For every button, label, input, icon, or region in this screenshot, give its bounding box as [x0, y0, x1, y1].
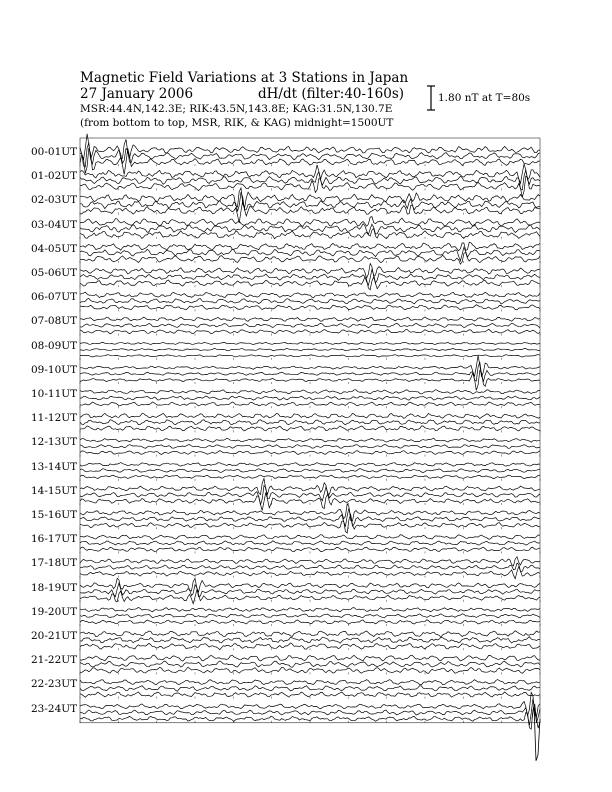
minute-ticks [80, 382, 540, 384]
trace-msr [80, 620, 540, 624]
trace-kag [80, 390, 540, 394]
hour-label: 02-03UT [31, 194, 78, 207]
trace-msr [80, 493, 540, 511]
hour-label: 07-08UT [31, 315, 78, 328]
minute-ticks [80, 455, 540, 457]
trace-kag [80, 342, 540, 344]
hour-label: 10-11UT [31, 388, 78, 400]
trace-kag [80, 557, 540, 566]
trace-msr [80, 200, 540, 223]
hour-label: 17-18UT [31, 557, 78, 570]
minute-ticks [80, 551, 540, 553]
trace-rik [80, 583, 540, 597]
trace-msr [80, 355, 540, 357]
trace-msr [80, 371, 540, 391]
trace-rik [80, 661, 540, 668]
minute-ticks [80, 648, 540, 650]
minute-ticks [80, 285, 540, 287]
trace-rik [80, 563, 540, 571]
minute-ticks [80, 576, 540, 578]
trace-msr [80, 148, 540, 174]
trace-rik [80, 541, 540, 545]
trace-rik [80, 469, 540, 473]
chart-filter: dH/dt (filter:40-160s) [258, 86, 405, 102]
hour-label: 04-05UT [31, 242, 78, 255]
hour-label: 22-23UT [31, 678, 78, 691]
trace-kag [80, 631, 540, 637]
trace-rik [80, 686, 540, 692]
hour-label: 05-06UT [31, 267, 78, 279]
station-order-note: (from bottom to top, MSR, RIK, & KAG) midnight=1500UT [80, 117, 394, 129]
hour-label: 21-22UT [31, 654, 78, 667]
hour-label: 19-20UT [31, 605, 78, 618]
minute-ticks [80, 624, 540, 626]
minute-ticks [80, 600, 540, 602]
minute-ticks [80, 309, 540, 311]
trace-rik [80, 143, 540, 167]
trace-msr [80, 515, 540, 533]
minute-ticks [80, 527, 540, 529]
trace-kag [80, 317, 540, 321]
minute-ticks [80, 672, 540, 674]
hour-label: 11-12UT [31, 412, 78, 425]
trace-kag [80, 463, 540, 467]
hour-label: 06-07UT [31, 291, 78, 304]
minute-ticks [80, 406, 540, 408]
trace-kag [80, 242, 540, 250]
chart-date: 27 January 2006 [80, 86, 194, 102]
minute-ticks [80, 430, 540, 432]
minute-ticks [80, 358, 540, 360]
trace-rik [80, 170, 540, 190]
hour-label: 16-17UT [31, 533, 78, 546]
hour-label: 20-21UT [31, 630, 78, 642]
scale-bar-icon [424, 85, 438, 111]
trace-kag [80, 655, 540, 661]
trace-rik [80, 348, 540, 350]
trace-kag [80, 217, 540, 227]
trace-kag [80, 578, 540, 592]
trace-rik [80, 396, 540, 400]
trace-msr [80, 547, 540, 552]
minute-ticks [80, 503, 540, 505]
minute-ticks [80, 334, 540, 336]
minute-ticks [80, 479, 540, 481]
trace-msr [80, 451, 540, 455]
hour-label: 00-01UT [31, 146, 78, 158]
hour-label: 13-14UT [31, 460, 78, 473]
trace-kag [80, 413, 540, 418]
trace-kag [80, 292, 540, 298]
trace-rik [80, 298, 540, 304]
trace-kag [80, 680, 540, 685]
trace-msr [80, 176, 540, 197]
trace-msr [80, 475, 540, 479]
station-coordinates: MSR:44.4N,142.3E; RIK:43.5N,143.8E; KAG:31.5N,130.7E [80, 103, 393, 115]
chart-title: Magnetic Field Variations at 3 Stations in Japan [80, 70, 409, 86]
hour-label: 08-09UT [31, 339, 78, 352]
trace-rik [80, 420, 540, 425]
hour-label: 18-19UT [31, 581, 78, 594]
trace-rik [80, 637, 540, 644]
hour-label: 12-13UT [31, 436, 78, 449]
trace-kag [80, 479, 540, 495]
trace-kag [80, 607, 540, 611]
trace-rik [80, 323, 540, 327]
hour-label: 14-15UT [31, 484, 78, 497]
minute-ticks [80, 261, 540, 263]
trace-msr [80, 305, 540, 310]
hour-label: 23-24UT [31, 702, 78, 715]
scale-label: 1.80 nT at T=80s [438, 92, 531, 104]
hour-label: 03-04UT [31, 218, 78, 231]
hour-label: 09-10UT [31, 363, 78, 376]
minute-ticks [80, 237, 540, 239]
trace-kag [80, 535, 540, 540]
trace-rik [80, 445, 540, 449]
trace-rik [80, 614, 540, 618]
trace-msr [80, 426, 540, 431]
trace-kag [80, 134, 540, 160]
hour-label: 01-02UT [31, 170, 78, 183]
trace-msr [80, 692, 540, 697]
trace-msr [80, 402, 540, 406]
hour-label: 15-16UT [31, 509, 78, 521]
trace-msr [80, 329, 540, 334]
trace-kag [80, 438, 540, 442]
